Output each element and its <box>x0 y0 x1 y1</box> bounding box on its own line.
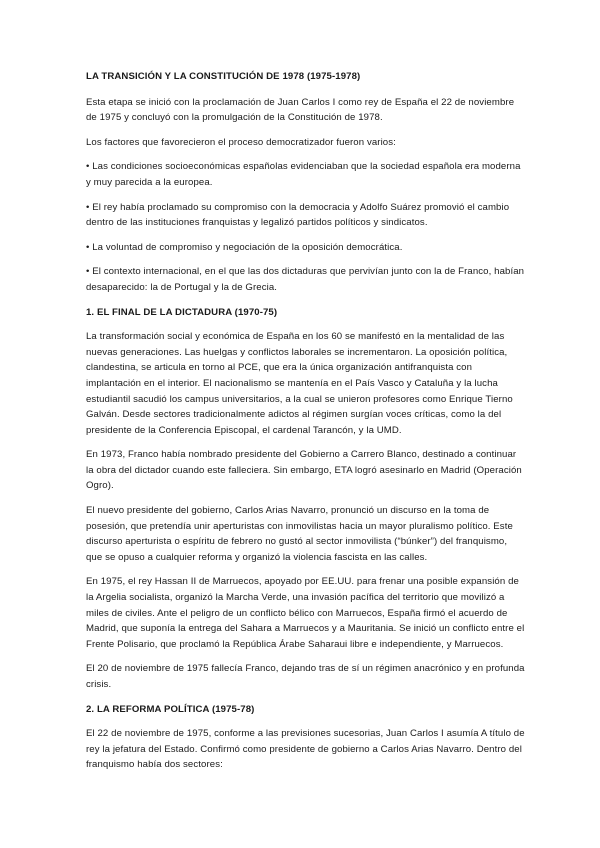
section-paragraph: La transformación social y económica de España en los 60 se manifestó en la mentalidad de las nuevas generaciones. Las huelgas y conflictos laborales se incrementaron. La oposición política, clandestina, se articula en torno al PCE, que era la única organización antifranquista con implantación en el interior. El nacionalismo se mantenía en el País Vasco y Cataluña y la lucha estudiantil sacudió los campus universitarios, a la cual se unieron profesores como Enrique Tierno Galván. Desde sectores tradicionalmente adictos al régimen surgían voces críticas, como la del presidente de la Conferencia Episcopal, el cardenal Tarancón, y la UMD. <box>86 331 513 436</box>
factor-bullet: • El rey había proclamado su compromiso con la democracia y Adolfo Suárez promovió el cambio dentro de las instituciones franquistas y legalizó partidos políticos y sindicatos. <box>86 201 510 229</box>
section-paragraph: En 1973, Franco había nombrado presidente del Gobierno a Carrero Blanco, destinado a continuar la obra del dictador cuando este falleciera. Sin embargo, ETA logró asesinarlo en Madrid (Operación Ogro). <box>86 449 522 492</box>
document-body <box>86 65 526 782</box>
factor-bullet: • La voluntad de compromiso y negociación de la oposición democrática. <box>86 241 403 253</box>
section-heading: 2. LA REFORMA POLÍTICA (1975-78) <box>86 703 255 715</box>
intro-paragraph: Esta etapa se inició con la proclamación de Juan Carlos I como rey de España el 22 de noviembre de 1975 y concluyó con la promulgación de la Constitución de 1978. <box>86 96 515 124</box>
section-heading: 1. EL FINAL DE LA DICTADURA (1970-75) <box>86 306 278 318</box>
document-title: LA TRANSICIÓN Y LA CONSTITUCIÓN DE 1978 (1975-1978) <box>86 71 361 82</box>
section-paragraph: El 20 de noviembre de 1975 fallecía Franco, dejando tras de sí un régimen anacrónico y en profunda crisis. <box>86 663 525 690</box>
factor-bullet: • Las condiciones socioeconómicas españolas evidenciaban que la sociedad española era moderna y muy parecida a la europea. <box>86 161 521 188</box>
section-paragraph: El nuevo presidente del gobierno, Carlos Arias Navarro, pronunció un discurso en la toma de posesión, que pretendía unir aperturistas con inmovilistas hacia un mayor pluralismo político. Este discurso aperturista o espíritu de febrero no gustó al sector inmovilista (“búnker”) del franquismo, que se opuso a cualquier reforma y organizó la violencia fascista en las calles. <box>86 505 513 563</box>
intro-paragraph: Los factores que favorecieron el proceso democratizador fueron varios: <box>86 136 396 148</box>
factor-bullet: • El contexto internacional, en el que las dos dictaduras que pervivían junto con la de Franco, habían desaparecido: la de Portugal y la de Grecia. <box>86 266 525 293</box>
section-paragraph: El 22 de noviembre de 1975, conforme a las previsiones sucesorias, Juan Carlos I asumía A título de rey la jefatura del Estado. Confirmó como presidente de gobierno a Carlos Arias Navarro. Dentro del franquismo había dos sectores: <box>86 728 525 771</box>
section-paragraph: En 1975, el rey Hassan II de Marruecos, apoyado por EE.UU. para frenar una posible expansión de la Argelia socialista, organizó la Marcha Verde, una invasión pacífica del territorio que movilizó a miles de civiles. Ante el peligro de un conflicto bélico con Marruecos, España firmó el acuerdo de Madrid, que suponía la entrega del Sahara a Marruecos y a Mauritania. Se inició un conflicto entre el Frente Polisario, que proclamó la República Árabe Saharaui libre e independiente, y Marruecos. <box>86 576 525 650</box>
